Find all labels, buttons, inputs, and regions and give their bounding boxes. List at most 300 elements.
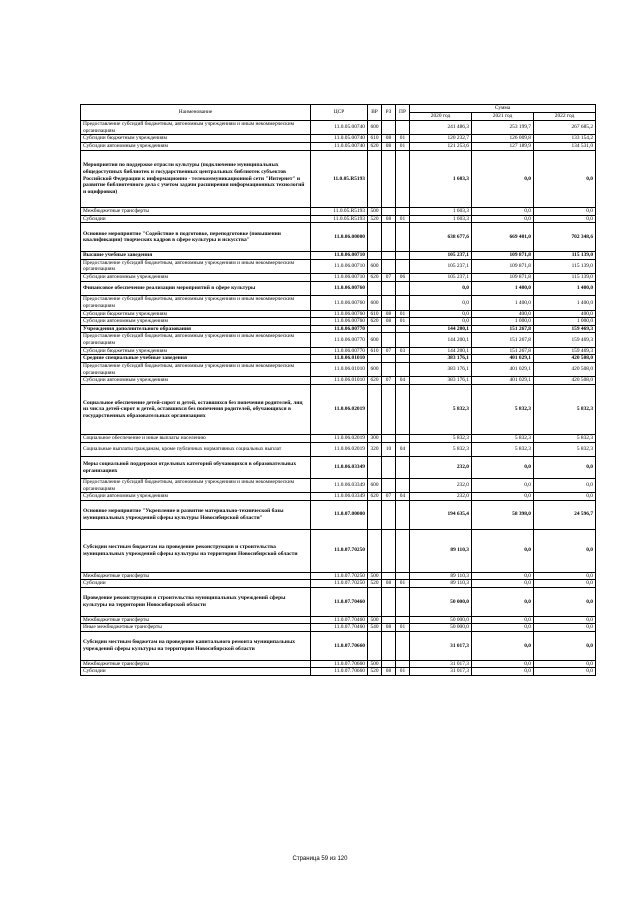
row-value-2021: 0,0 (472, 624, 534, 632)
row-value-2021: 0,0 (472, 215, 534, 223)
row-value-2022: 420 508,0 (534, 362, 596, 376)
row-value-2022: 134 531,0 (534, 142, 596, 150)
row-vr: 500 (368, 572, 382, 580)
row-csr: 11.0.07.70660 (311, 660, 368, 668)
header-rz: РЗ (382, 105, 396, 121)
row-value-2021: 5 832,3 (472, 442, 534, 456)
row-vr: 600 (368, 259, 382, 273)
row-value-2020: 5 832,3 (410, 384, 472, 434)
row-name: Субсидии автономным учреждениям (81, 142, 311, 150)
row-value-2021: 0,0 (472, 580, 534, 588)
row-name: Субсидии (81, 580, 311, 588)
row-value-2020: 144 200,1 (410, 333, 472, 347)
row-csr: 11.0.06.00760 (311, 281, 368, 295)
row-value-2020: 5 832,3 (410, 435, 472, 443)
row-vr: 600 (368, 333, 382, 347)
table-row (81, 325, 596, 333)
row-value-2021: 0,0 (472, 660, 534, 668)
row-vr: 520 (368, 215, 382, 223)
row-value-2022: 702 348,6 (534, 223, 596, 252)
row-rz: 08 (382, 142, 396, 150)
row-pr (396, 529, 410, 572)
row-csr: 11.0.07.70250 (311, 529, 368, 572)
row-value-2022: 0,0 (534, 624, 596, 632)
row-value-2022: 400,0 (534, 310, 596, 318)
table-row (81, 435, 596, 443)
row-csr: 11.0.06.02019 (311, 384, 368, 434)
row-rz (382, 296, 396, 310)
row-vr: 520 (368, 668, 382, 676)
row-name: Проведение реконструкции и строительства муниципальных учреждений сферы культуры на территории Новосибирской области (81, 587, 311, 616)
row-name: Основное мероприятие "Содействие в подготовке, переподготовке (повышении квалификации) творческих кадров в сфере культуры и искусства" (81, 223, 311, 252)
row-rz (382, 121, 396, 135)
table-row (81, 223, 596, 252)
row-name: Предоставление субсидий бюджетным, автономным учреждениям и иным некоммерческим организациям (81, 478, 311, 492)
row-pr: 01 (396, 668, 410, 676)
row-name: Финансовое обеспечение реализации мероприятий в сфере культуры (81, 281, 311, 295)
row-value-2020: 50 000,0 (410, 624, 472, 632)
row-value-2021: 1 400,0 (472, 281, 534, 295)
row-value-2021: 0,0 (472, 478, 534, 492)
row-pr: 04 (396, 493, 410, 501)
row-pr (396, 252, 410, 260)
row-value-2020: 232,0 (410, 478, 472, 492)
table-row (81, 259, 596, 273)
table-row (81, 215, 596, 223)
row-csr: 11.0.06.01010 (311, 355, 368, 363)
row-value-2021: 127 189,9 (472, 142, 534, 150)
row-value-2021: 400,0 (472, 310, 534, 318)
row-name: Субсидии бюджетным учреждениям (81, 347, 311, 355)
row-pr: 01 (396, 215, 410, 223)
row-rz (382, 333, 396, 347)
row-csr: 11.0.06.00000 (311, 223, 368, 252)
row-value-2022: 115 139,0 (534, 274, 596, 282)
row-value-2020: 0,0 (410, 281, 472, 295)
row-vr: 520 (368, 580, 382, 588)
row-pr: 06 (396, 274, 410, 282)
table-row (81, 500, 596, 529)
row-rz: 08 (382, 310, 396, 318)
row-value-2020: 105 237,1 (410, 274, 472, 282)
row-csr: 11.0.06.03349 (311, 457, 368, 479)
row-value-2021: 0,0 (472, 150, 534, 208)
row-value-2022: 420 508,0 (534, 355, 596, 363)
row-vr: 620 (368, 142, 382, 150)
table-row (81, 281, 596, 295)
row-name: Социальное обеспечение детей-сирот и детей, оставшихся без попечения родителей, лиц из числа детей-сирот и детей, оставшихся без попечения родителей, обучающихся в государственных образовательных организациях (81, 384, 311, 434)
row-csr: 11.0.05.R5193 (311, 150, 368, 208)
row-pr (396, 208, 410, 216)
row-csr: 11.0.06.00710 (311, 274, 368, 282)
table-row (81, 208, 596, 216)
row-value-2020: 31 017,3 (410, 668, 472, 676)
row-value-2020: 1 603,3 (410, 215, 472, 223)
row-pr (396, 355, 410, 363)
row-rz (382, 252, 396, 260)
table-row (81, 377, 596, 385)
row-csr: 11.0.06.01010 (311, 377, 368, 385)
header-row (81, 105, 596, 113)
row-value-2022: 0,0 (534, 572, 596, 580)
row-value-2022: 0,0 (534, 493, 596, 501)
row-value-2020: 638 677,6 (410, 223, 472, 252)
row-csr: 11.0.07.70460 (311, 624, 368, 632)
table-row (81, 121, 596, 135)
row-name: Социальные выплаты гражданам, кроме публичных нормативных социальных выплат (81, 442, 311, 456)
row-name: Субсидии (81, 215, 311, 223)
row-csr: 11.0.06.03349 (311, 493, 368, 501)
row-value-2021: 109 871,8 (472, 274, 534, 282)
row-name: Субсидии местным бюджетам на проведение капитального ремонта муниципальных учреждений сферы культуры на территории Новосибирской области (81, 631, 311, 660)
row-name: Субсидии автономным учреждениям (81, 377, 311, 385)
row-value-2020: 105 237,1 (410, 259, 472, 273)
row-value-2020: 31 017,3 (410, 631, 472, 660)
row-csr: 11.0.05.00740 (311, 135, 368, 143)
table-row (81, 442, 596, 456)
row-vr (368, 631, 382, 660)
row-value-2022: 0,0 (534, 150, 596, 208)
table-row (81, 631, 596, 660)
row-pr: 01 (396, 580, 410, 588)
row-vr (368, 500, 382, 529)
row-rz: 08 (382, 215, 396, 223)
row-pr (396, 281, 410, 295)
table-body (81, 121, 596, 676)
row-name: Учреждения дополнительного образования (81, 325, 311, 333)
table-row (81, 457, 596, 479)
row-name: Субсидии местным бюджетам на проведение реконструкции и строительства муниципальных учреждений сферы культуры на территории Новосибирской области (81, 529, 311, 572)
row-csr: 11.0.07.70460 (311, 587, 368, 616)
row-pr: 01 (396, 624, 410, 632)
row-value-2021: 1 000,0 (472, 318, 534, 326)
row-pr (396, 296, 410, 310)
table-row (81, 296, 596, 310)
table-row (81, 384, 596, 434)
row-value-2021: 401 029,1 (472, 355, 534, 363)
table-row (81, 580, 596, 588)
row-value-2020: 232,0 (410, 493, 472, 501)
row-value-2022: 159 469,3 (534, 325, 596, 333)
header-year-2020: 2020 год (410, 113, 472, 121)
row-name: Субсидии бюджетным учреждениям (81, 310, 311, 318)
row-value-2022: 0,0 (534, 631, 596, 660)
header-csr: ЦСР (311, 105, 368, 121)
row-pr: 03 (396, 347, 410, 355)
row-pr (396, 384, 410, 434)
row-csr: 11.0.07.70660 (311, 631, 368, 660)
row-value-2022: 115 139,0 (534, 252, 596, 260)
row-vr: 620 (368, 318, 382, 326)
table-row (81, 274, 596, 282)
row-value-2020: 89 110,3 (410, 529, 472, 572)
row-vr (368, 252, 382, 260)
row-pr (396, 616, 410, 624)
header-year-2022: 2022 год (534, 113, 596, 121)
row-rz (382, 660, 396, 668)
row-pr (396, 660, 410, 668)
row-vr: 600 (368, 478, 382, 492)
row-rz (382, 457, 396, 479)
row-pr (396, 587, 410, 616)
row-value-2021: 0,0 (472, 457, 534, 479)
row-value-2020: 0,0 (410, 318, 472, 326)
row-value-2022: 0,0 (534, 616, 596, 624)
row-pr: 01 (396, 135, 410, 143)
row-rz (382, 281, 396, 295)
row-rz (382, 631, 396, 660)
row-rz (382, 259, 396, 273)
row-value-2021: 58 398,0 (472, 500, 534, 529)
header-name: Наименование (81, 105, 311, 121)
header-year-2021: 2021 год (472, 113, 534, 121)
row-csr: 11.0.06.02019 (311, 435, 368, 443)
row-vr (368, 223, 382, 252)
row-pr (396, 121, 410, 135)
table-row (81, 310, 596, 318)
row-vr: 620 (368, 377, 382, 385)
row-name: Субсидии бюджетным учреждениям (81, 135, 311, 143)
row-rz (382, 223, 396, 252)
row-value-2020: 5 832,3 (410, 442, 472, 456)
row-pr (396, 259, 410, 273)
row-rz (382, 362, 396, 376)
row-pr (396, 150, 410, 208)
row-pr (396, 223, 410, 252)
row-csr: 11.0.07.70660 (311, 668, 368, 676)
row-rz (382, 150, 396, 208)
table-row (81, 668, 596, 676)
row-value-2021: 401 029,1 (472, 362, 534, 376)
row-name: Предоставление субсидий бюджетным, автономным учреждениям и иным некоммерческим организациям (81, 333, 311, 347)
budget-table (80, 104, 596, 676)
table-row (81, 135, 596, 143)
table-row (81, 478, 596, 492)
row-pr (396, 478, 410, 492)
row-vr (368, 355, 382, 363)
row-value-2022: 0,0 (534, 457, 596, 479)
row-rz: 08 (382, 624, 396, 632)
row-name: Основное мероприятие "Укрепление и развитие материально-технической базы муниципальных учреждений сферы культуры Новосибирской области" (81, 500, 311, 529)
row-rz (382, 616, 396, 624)
row-value-2021: 5 832,3 (472, 384, 534, 434)
row-value-2021: 0,0 (472, 668, 534, 676)
row-value-2020: 0,0 (410, 296, 472, 310)
row-value-2021: 109 871,8 (472, 259, 534, 273)
table-row (81, 142, 596, 150)
row-pr: 04 (396, 377, 410, 385)
row-value-2020: 105 237,1 (410, 252, 472, 260)
row-value-2021: 0,0 (472, 587, 534, 616)
row-pr: 01 (396, 310, 410, 318)
row-name: Субсидии автономным учреждениям (81, 493, 311, 501)
row-value-2021: 151 267,8 (472, 347, 534, 355)
row-value-2022: 0,0 (534, 668, 596, 676)
row-value-2022: 24 596,7 (534, 500, 596, 529)
row-value-2021: 669 401,0 (472, 223, 534, 252)
row-value-2021: 151 267,8 (472, 333, 534, 347)
row-rz: 07 (382, 274, 396, 282)
row-csr: 11.0.06.03349 (311, 478, 368, 492)
row-rz: 08 (382, 668, 396, 676)
table-row (81, 572, 596, 580)
row-rz: 07 (382, 493, 396, 501)
row-value-2021: 5 832,3 (472, 435, 534, 443)
row-value-2020: 89 110,3 (410, 580, 472, 588)
row-value-2022: 267 685,2 (534, 121, 596, 135)
row-name: Предоставление субсидий бюджетным, автономным учреждениям и иным некоммерческим организациям (81, 296, 311, 310)
row-rz: 07 (382, 347, 396, 355)
row-vr: 500 (368, 616, 382, 624)
row-rz: 08 (382, 580, 396, 588)
row-csr: 11.0.06.00760 (311, 318, 368, 326)
table-row (81, 362, 596, 376)
row-csr: 11.0.06.00760 (311, 310, 368, 318)
row-pr: 01 (396, 318, 410, 326)
row-vr: 500 (368, 660, 382, 668)
row-vr: 500 (368, 208, 382, 216)
row-value-2022: 133 154,2 (534, 135, 596, 143)
row-vr (368, 325, 382, 333)
row-value-2020: 89 110,3 (410, 572, 472, 580)
row-value-2022: 0,0 (534, 580, 596, 588)
table-row (81, 150, 596, 208)
row-csr: 11.0.06.00770 (311, 347, 368, 355)
row-value-2022: 159 469,3 (534, 333, 596, 347)
row-csr: 11.0.06.00770 (311, 333, 368, 347)
row-value-2021: 0,0 (472, 529, 534, 572)
row-vr: 620 (368, 274, 382, 282)
table-row (81, 529, 596, 572)
row-value-2020: 50 000,0 (410, 616, 472, 624)
row-name: Социальное обеспечение и иные выплаты населению (81, 435, 311, 443)
row-vr: 610 (368, 310, 382, 318)
row-value-2021: 0,0 (472, 572, 534, 580)
row-value-2022: 0,0 (534, 215, 596, 223)
row-value-2020: 383 176,1 (410, 362, 472, 376)
row-name: Предоставление субсидий бюджетным, автономным учреждениям и иным некоммерческим организациям (81, 362, 311, 376)
row-value-2021: 401 029,1 (472, 377, 534, 385)
row-name: Предоставление субсидий бюджетным, автономным учреждениям и иным некоммерческим организациям (81, 121, 311, 135)
row-rz (382, 208, 396, 216)
row-value-2022: 5 832,3 (534, 384, 596, 434)
row-csr: 11.0.07.70250 (311, 572, 368, 580)
row-value-2022: 0,0 (534, 529, 596, 572)
table-row (81, 347, 596, 355)
row-value-2020: 383 176,1 (410, 377, 472, 385)
row-vr (368, 150, 382, 208)
row-pr: 04 (396, 442, 410, 456)
row-pr (396, 333, 410, 347)
row-pr (396, 457, 410, 479)
row-name: Иные межбюджетные трансферты (81, 624, 311, 632)
row-value-2022: 1 400,0 (534, 296, 596, 310)
table-row (81, 616, 596, 624)
row-vr: 600 (368, 296, 382, 310)
row-name: Межбюджетные трансферты (81, 572, 311, 580)
row-pr (396, 572, 410, 580)
row-value-2022: 1 400,0 (534, 281, 596, 295)
row-pr (396, 325, 410, 333)
table-row (81, 252, 596, 260)
row-vr (368, 457, 382, 479)
row-value-2020: 241 486,3 (410, 121, 472, 135)
row-value-2020: 232,0 (410, 457, 472, 479)
row-value-2021: 0,0 (472, 493, 534, 501)
row-value-2021: 151 267,8 (472, 325, 534, 333)
row-pr (396, 500, 410, 529)
row-rz (382, 587, 396, 616)
row-rz (382, 355, 396, 363)
row-csr: 11.0.06.02019 (311, 442, 368, 456)
row-value-2022: 115 139,0 (534, 259, 596, 273)
table-row (81, 624, 596, 632)
row-value-2022: 0,0 (534, 587, 596, 616)
row-name: Субсидии автономным учреждениям (81, 318, 311, 326)
row-vr: 600 (368, 121, 382, 135)
row-value-2022: 420 508,0 (534, 377, 596, 385)
row-value-2020: 121 253,6 (410, 142, 472, 150)
table-row (81, 355, 596, 363)
row-value-2022: 5 832,3 (534, 442, 596, 456)
row-value-2022: 0,0 (534, 208, 596, 216)
row-name: Мероприятия по поддержке отрасли культуры (подключение муниципальных общедоступных библиотек и государственных центральных библиотек субъектов Российской Федерации к информационно - телекоммуникационной сети "Интернет" и развитие библиотечного дела с учетом задачи расширения информационных технологий и оцифровки) (81, 150, 311, 208)
row-csr: 11.0.07.00000 (311, 500, 368, 529)
row-csr: 11.0.05.00740 (311, 142, 368, 150)
table-row (81, 587, 596, 616)
header-vr: ВР (368, 105, 382, 121)
row-csr: 11.0.07.70250 (311, 580, 368, 588)
row-rz: 10 (382, 442, 396, 456)
row-name: Высшие учебные заведения (81, 252, 311, 260)
row-value-2020: 1 603,3 (410, 208, 472, 216)
row-csr: 11.0.05.00740 (311, 121, 368, 135)
row-rz (382, 529, 396, 572)
row-vr: 540 (368, 624, 382, 632)
row-name: Субсидии автономным учреждениям (81, 274, 311, 282)
row-csr: 11.0.05.R5193 (311, 208, 368, 216)
row-pr (396, 435, 410, 443)
row-value-2021: 0,0 (472, 616, 534, 624)
row-csr: 11.0.06.01010 (311, 362, 368, 376)
row-name: Субсидии (81, 668, 311, 676)
row-vr (368, 529, 382, 572)
row-value-2022: 0,0 (534, 660, 596, 668)
row-value-2021: 126 009,8 (472, 135, 534, 143)
row-name: Меры социальной поддержки отдельных категорий обучающихся в образовательных организациях (81, 457, 311, 479)
row-csr: 11.0.05.R5193 (311, 215, 368, 223)
row-rz (382, 478, 396, 492)
table-row (81, 318, 596, 326)
row-pr (396, 362, 410, 376)
row-name: Предоставление субсидий бюджетным, автономным учреждениям и иным некоммерческим организациям (81, 259, 311, 273)
row-value-2020: 1 603,3 (410, 150, 472, 208)
row-rz (382, 572, 396, 580)
row-value-2020: 144 200,1 (410, 325, 472, 333)
row-value-2022: 0,0 (534, 478, 596, 492)
row-rz (382, 435, 396, 443)
row-name: Межбюджетные трансферты (81, 660, 311, 668)
row-value-2020: 144 200,1 (410, 347, 472, 355)
row-value-2020: 50 000,0 (410, 587, 472, 616)
row-vr: 600 (368, 362, 382, 376)
row-csr: 11.0.06.00770 (311, 325, 368, 333)
row-value-2020: 383 176,1 (410, 355, 472, 363)
row-value-2021: 0,0 (472, 631, 534, 660)
row-value-2020: 31 017,3 (410, 660, 472, 668)
row-rz (382, 500, 396, 529)
row-csr: 11.0.06.00710 (311, 259, 368, 273)
